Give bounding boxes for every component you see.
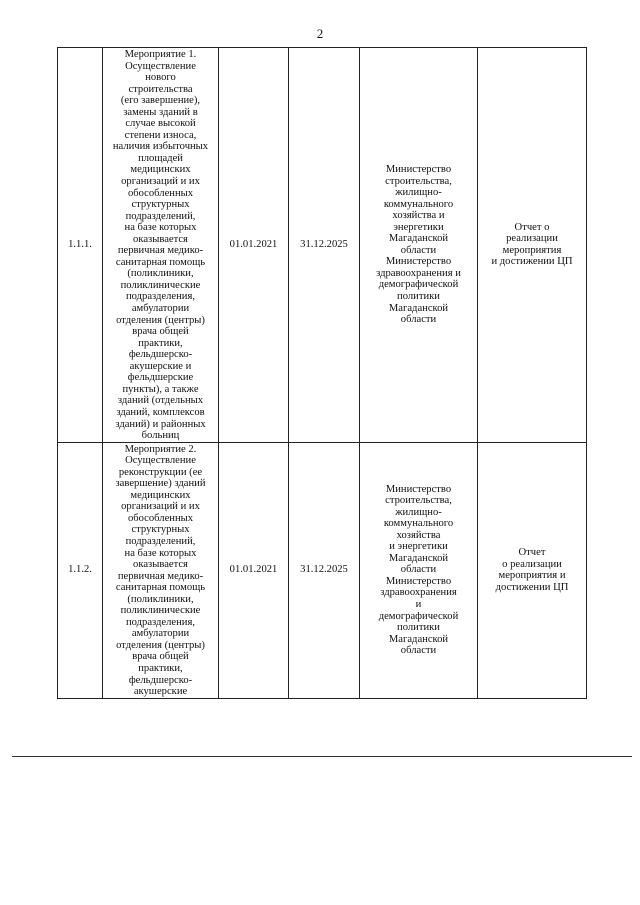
expected-result: Отчет о реализации мероприятия и достижении ЦП [478, 442, 587, 698]
start-date: 01.01.2021 [219, 48, 289, 443]
table-row [58, 442, 587, 698]
table-row [58, 48, 587, 443]
activity-description: Мероприятие 1. Осуществление нового строительства (его завершение), замены зданий в случае высокой степени износа, наличия избыточных площадей медицинских организаций и их обособленных структурных подразделений, на базе которых оказывается первичная медико- санитарная помощь (поликлиники, поликлинические подразделения, амбулатории отделения (центры) врача общей практики, фельдшерско- акушерские и фельдшерские пункты), а также зданий (отдельных зданий, комплексов зданий) и районных больниц [103, 48, 219, 443]
row-number: 1.1.1. [58, 48, 103, 443]
row-number: 1.1.2. [58, 442, 103, 698]
end-date: 31.12.2025 [289, 442, 360, 698]
end-date: 31.12.2025 [289, 48, 360, 443]
page-footer-rule [12, 756, 632, 757]
activity-description: Мероприятие 2. Осуществление реконструкции (ее завершение) зданий медицинских организаций и их обособленных структурных подразделений, на базе которых оказывается первичная медико- санитарная помощь (поликлиники, поликлинические подразделения, амбулатории отделения (центры) врача общей практики, фельдшерско- акушерские [103, 442, 219, 698]
activities-table [57, 47, 587, 699]
start-date: 01.01.2021 [219, 442, 289, 698]
page-number: 2 [316, 26, 324, 41]
responsible-executor: Министерство строительства, жилищно- коммунального хозяйства и энергетики Магаданской области Министерство здравоохранения и демографической политики Магаданской области [360, 48, 478, 443]
expected-result: Отчет о реализации мероприятия и достижении ЦП [478, 48, 587, 443]
responsible-executor: Министерство строительства, жилищно- коммунального хозяйства и энергетики Магаданской области Министерство здравоохранения и демографической политики Магаданской области [360, 442, 478, 698]
